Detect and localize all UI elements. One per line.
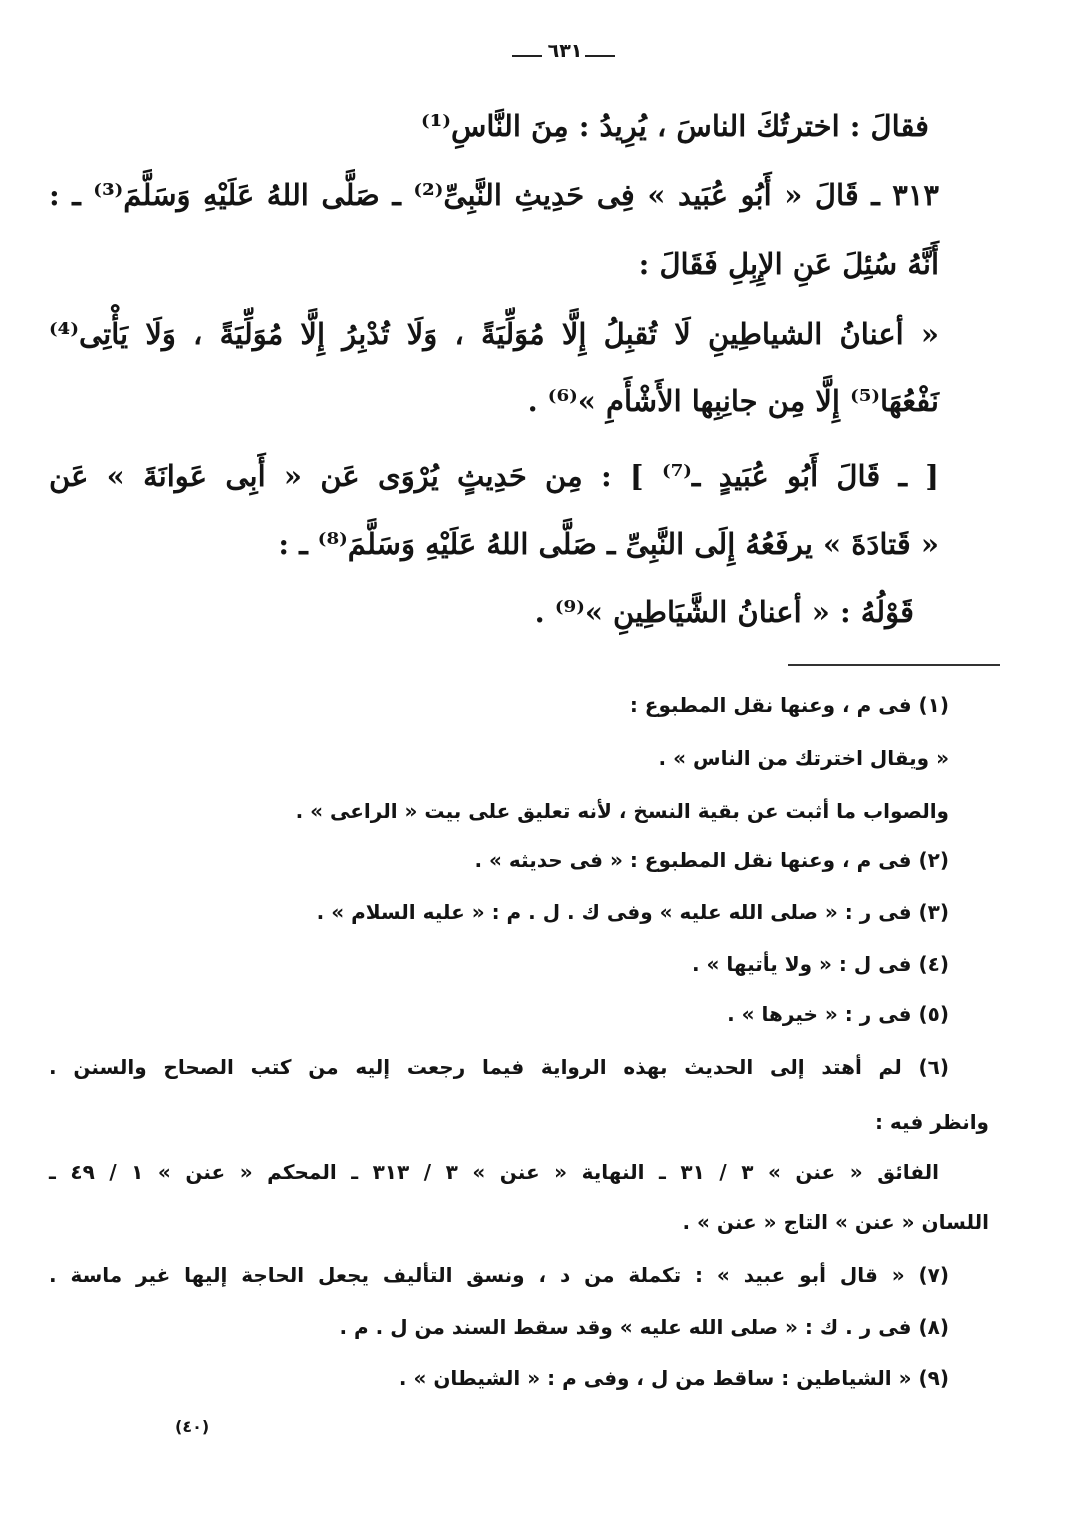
main-text-line-5: نَفْعُهَا⁽⁵⁾ إِلَّا مِن جانِبِها الأَشْأَمِ »⁽⁶⁾ .	[527, 384, 939, 418]
main-text-line-3: أَنَّهُ سُئِلَ عَنِ الإِبِلِ فَقَالَ :	[638, 247, 939, 281]
main-text-line-2: ٣١٣ ـ قَالَ « أَبُو عُبَيد » فِى حَدِيثِ النَّبِىِّ⁽²⁾ ـ صَلَّى اللهُ عَلَيْهِ وَسَلَّمَ⁽³⁾ ـ :	[49, 178, 940, 212]
footnote-line-1: (١) فى م ، وعنها نقل المطبوع :	[629, 693, 949, 717]
footnote-line-4: (٢) فى م ، وعنها نقل المطبوع : « فى حديثه » .	[474, 848, 949, 872]
footnote-separator	[788, 664, 1000, 666]
signature-number: (٤٠)	[175, 1417, 210, 1436]
main-text-line-6: [ ـ قَالَ أَبُو عُبَيدٍ ـ⁽⁷⁾ ] : مِن حَدِيثٍ يُرْوَى عَن « أَبِى عَوانَةَ » عَن	[49, 459, 939, 493]
footnote-line-10: الفائق « عنن » ٣ / ٣١ ـ النهاية « عنن » ٣ / ٣١٣ ـ المحكم « عنن » ١ / ٤٩ ـ	[49, 1160, 940, 1184]
main-text-line-8: قَوْلُهُ : « أعنانُ الشَّيَاطِينِ »⁽⁹⁾ .	[534, 595, 914, 629]
main-text-line-7: « قَتادَةَ » يرفَعُهُ إِلَى النَّبِىِّ ـ صَلَّى اللهُ عَلَيْهِ وَسَلَّمَ⁽⁸⁾ ـ :	[278, 527, 939, 561]
footnote-line-5: (٣) فى ر : « صلى الله عليه » وفى ك . ل . م : « عليه السلام » .	[316, 900, 949, 924]
footnote-line-6: (٤) فى ل : « ولا يأتيها » .	[691, 952, 949, 976]
footnote-line-8: (٦) لم أهتد إلى الحديث بهذه الرواية فيما رجعت إليه من كتب الصحاح والسنن .	[49, 1055, 949, 1079]
footnote-line-9: وانظر فيه :	[874, 1110, 989, 1134]
footnote-line-3: والصواب ما أثبت عن بقية النسخ ، لأنه تعليق على بيت « الراعى » .	[295, 799, 949, 823]
footnote-line-14: (٩) « الشياطين : ساقط من ل ، وفى م : « الشيطان » .	[398, 1366, 949, 1390]
footnote-line-13: (٨) فى ر . ك : « صلى الله عليه » وقد سقط السند من ل . م .	[339, 1315, 949, 1339]
main-text-line-4: « أعنانُ الشياطِينِ لَا تُقبِلُ إِلَّا مُوَلِّيَةً ، وَلَا تُدْبِرُ إِلَّا مُوَلِّيَةً ، وَلَا يَأْتِى⁽⁴⁾	[49, 317, 939, 351]
footnote-line-11: اللسان « عنن » التاج « عنن » .	[682, 1210, 989, 1234]
page-number-dash-right	[585, 55, 615, 57]
footnote-line-12: (٧) « قال أبو عبيد » : تكملة من د ، ونسق التأليف يجعل الحاجة إليها غير ماسة .	[49, 1263, 949, 1287]
page-number: ٦٣١	[547, 40, 583, 62]
footnote-line-2: « ويقال اخترتك من الناس » .	[658, 746, 949, 770]
footnote-line-7: (٥) فى ر : « خيرها » .	[727, 1002, 949, 1026]
main-text-line-1: فقالَ : اخترتُكَ الناسَ ، يُرِيدُ : مِنَ النَّاسِ⁽¹⁾	[421, 109, 929, 143]
